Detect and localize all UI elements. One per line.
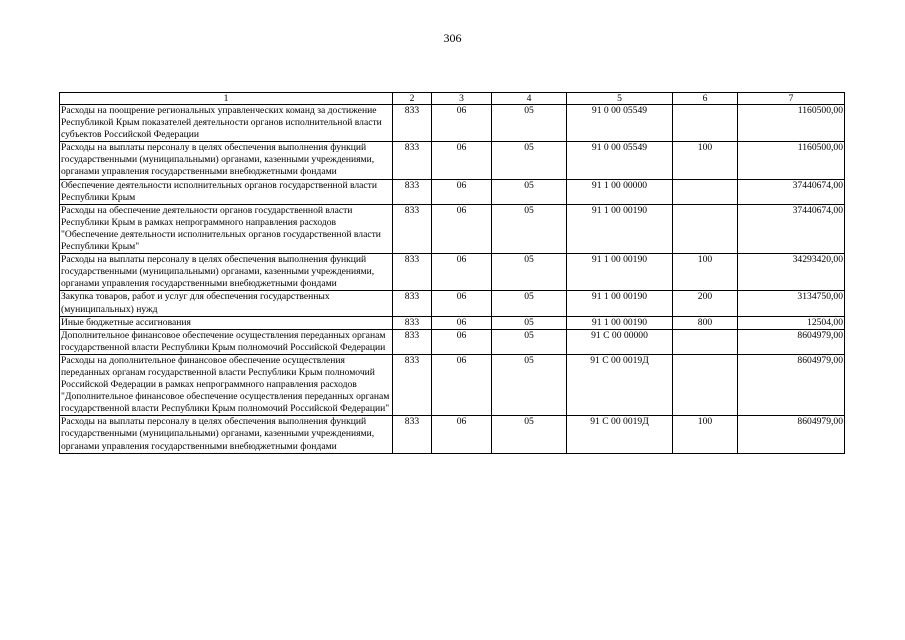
header-col-3: 3 <box>432 93 492 105</box>
row-expense-type: 800 <box>673 316 738 329</box>
page-number: 306 <box>443 31 462 45</box>
row-expense-type: 100 <box>673 254 738 291</box>
header-col-1: 1 <box>60 93 393 105</box>
row-expense-type: 100 <box>673 142 738 179</box>
row-name: Расходы на выплаты персоналу в целях обеспечения выполнения функций государственными (муниципальными) органами, казенными учреждениями, органами управления государственными внебюджетными фондами <box>60 416 393 453</box>
row-name: Расходы на выплаты персоналу в целях обеспечения выполнения функций государственными (муниципальными) органами, казенными учреждениями, органами управления государственными внебюджетными фондами <box>60 254 393 291</box>
table-row <box>60 179 845 204</box>
row-expense-type <box>673 105 738 142</box>
row-subsection: 05 <box>492 291 567 316</box>
table-row <box>60 354 845 415</box>
row-expense-type <box>673 354 738 415</box>
row-ministry-code: 833 <box>393 142 432 179</box>
row-amount: 37440674,00 <box>738 179 845 204</box>
row-name: Расходы на поощрение региональных управленческих команд за достижение Республикой Крым показателей деятельности органов исполнительной власти субъектов Российской Федерации <box>60 105 393 142</box>
row-expense-type: 200 <box>673 291 738 316</box>
row-subsection: 05 <box>492 316 567 329</box>
budget-table <box>59 92 845 454</box>
row-ministry-code: 833 <box>393 329 432 354</box>
table-row <box>60 291 845 316</box>
row-section: 06 <box>432 179 492 204</box>
row-section: 06 <box>432 254 492 291</box>
table-row <box>60 329 845 354</box>
table-header-row <box>60 93 845 105</box>
row-name: Иные бюджетные ассигнования <box>60 316 393 329</box>
row-target-article: 91 С 00 0019Д <box>567 354 673 415</box>
row-subsection: 05 <box>492 179 567 204</box>
row-target-article: 91 С 00 00000 <box>567 329 673 354</box>
row-target-article: 91 1 00 00190 <box>567 291 673 316</box>
row-section: 06 <box>432 416 492 453</box>
row-expense-type <box>673 179 738 204</box>
row-ministry-code: 833 <box>393 204 432 253</box>
row-ministry-code: 833 <box>393 254 432 291</box>
row-amount: 3134750,00 <box>738 291 845 316</box>
table-row <box>60 204 845 253</box>
row-subsection: 05 <box>492 142 567 179</box>
row-target-article: 91 1 00 00000 <box>567 179 673 204</box>
row-ministry-code: 833 <box>393 416 432 453</box>
row-amount: 34293420,00 <box>738 254 845 291</box>
row-ministry-code: 833 <box>393 316 432 329</box>
row-amount: 1160500,00 <box>738 142 845 179</box>
row-name: Дополнительное финансовое обеспечение осуществления переданных органам государственной власти Республики Крым полномочий Российской Федерации <box>60 329 393 354</box>
row-name: Расходы на выплаты персоналу в целях обеспечения выполнения функций государственными (муниципальными) органами, казенными учреждениями, органами управления государственными внебюджетными фондами <box>60 142 393 179</box>
header-col-6: 6 <box>673 93 738 105</box>
row-target-article: 91 1 00 00190 <box>567 204 673 253</box>
row-name: Расходы на дополнительное финансовое обеспечение осуществления переданных органам государственной власти Республики Крым полномочий Российской Федерации в рамках непрограммного направления расходов "Дополнительное финансовое обеспечение осуществления переданных органам государственной власти Республики Крым полномочий Российской Федерации" <box>60 354 393 415</box>
table-row <box>60 416 845 453</box>
row-section: 06 <box>432 291 492 316</box>
row-amount: 1160500,00 <box>738 105 845 142</box>
row-amount: 8604979,00 <box>738 416 845 453</box>
row-subsection: 05 <box>492 254 567 291</box>
row-subsection: 05 <box>492 329 567 354</box>
header-col-2: 2 <box>393 93 432 105</box>
row-amount: 8604979,00 <box>738 329 845 354</box>
row-section: 06 <box>432 142 492 179</box>
row-target-article: 91 0 00 05549 <box>567 142 673 179</box>
row-expense-type <box>673 329 738 354</box>
table-row <box>60 105 845 142</box>
header-col-5: 5 <box>567 93 673 105</box>
row-amount: 8604979,00 <box>738 354 845 415</box>
row-ministry-code: 833 <box>393 179 432 204</box>
row-name: Закупка товаров, работ и услуг для обеспечения государственных (муниципальных) нужд <box>60 291 393 316</box>
row-name: Обеспечение деятельности исполнительных органов государственной власти Республики Крым <box>60 179 393 204</box>
table-row <box>60 254 845 291</box>
row-target-article: 91 0 00 05549 <box>567 105 673 142</box>
header-col-7: 7 <box>738 93 845 105</box>
row-target-article: 91 1 00 00190 <box>567 316 673 329</box>
row-expense-type: 100 <box>673 416 738 453</box>
row-subsection: 05 <box>492 105 567 142</box>
row-section: 06 <box>432 105 492 142</box>
row-section: 06 <box>432 329 492 354</box>
row-ministry-code: 833 <box>393 105 432 142</box>
row-section: 06 <box>432 354 492 415</box>
row-section: 06 <box>432 204 492 253</box>
row-target-article: 91 1 00 00190 <box>567 254 673 291</box>
row-ministry-code: 833 <box>393 291 432 316</box>
row-section: 06 <box>432 316 492 329</box>
row-name: Расходы на обеспечение деятельности органов государственной власти Республики Крым в рамках непрограммного направления расходов "Обеспечение деятельности исполнительных органов государственной власти Республики Крым" <box>60 204 393 253</box>
row-subsection: 05 <box>492 354 567 415</box>
table-row <box>60 142 845 179</box>
table-row <box>60 316 845 329</box>
row-subsection: 05 <box>492 416 567 453</box>
row-amount: 37440674,00 <box>738 204 845 253</box>
row-amount: 12504,00 <box>738 316 845 329</box>
row-expense-type <box>673 204 738 253</box>
header-col-4: 4 <box>492 93 567 105</box>
row-target-article: 91 С 00 0019Д <box>567 416 673 453</box>
row-subsection: 05 <box>492 204 567 253</box>
row-ministry-code: 833 <box>393 354 432 415</box>
